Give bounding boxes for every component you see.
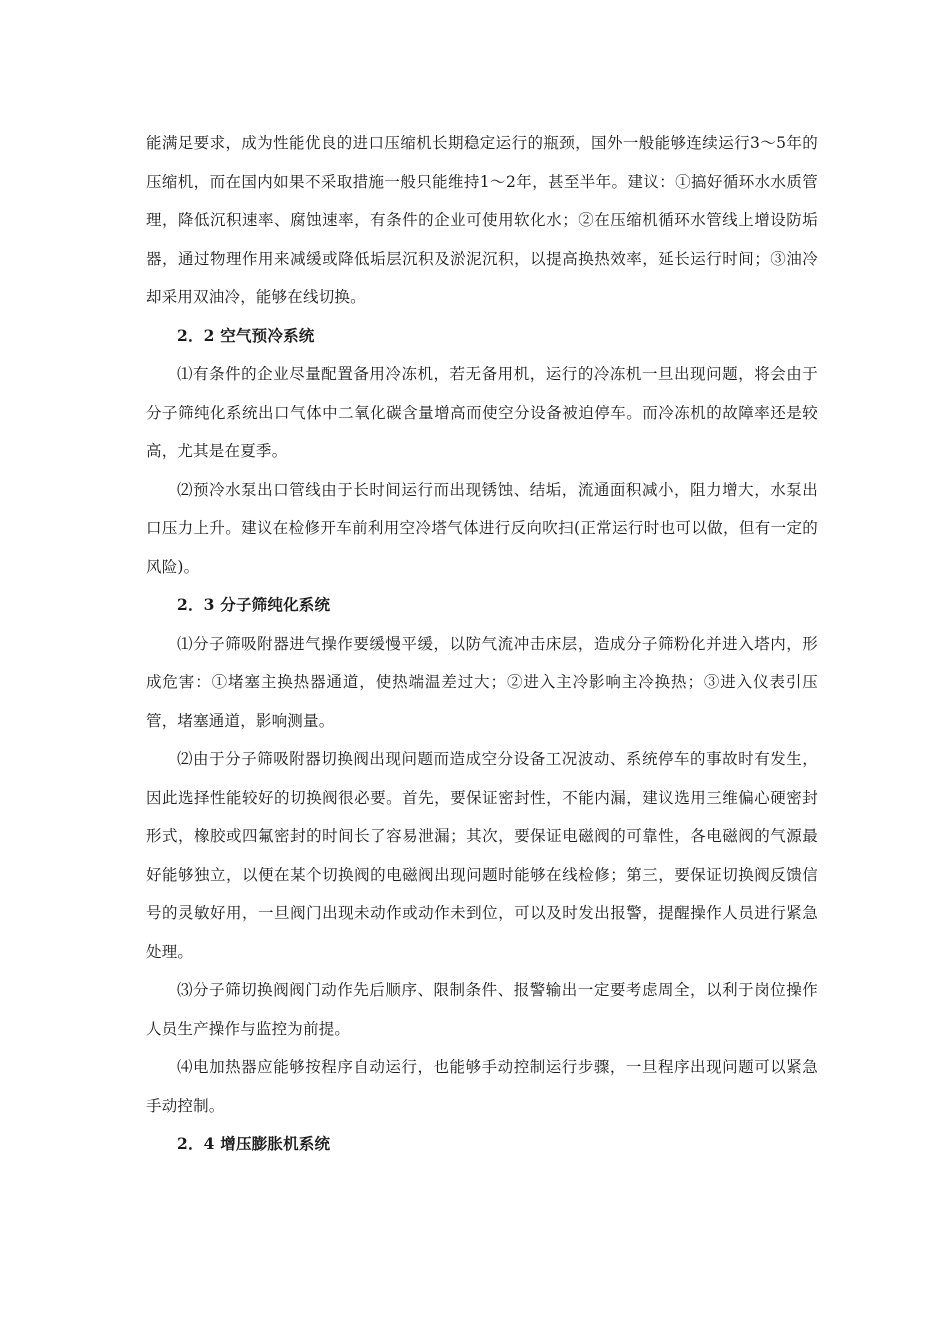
- heading-air-precooling: 2．2 空气预冷系统: [177, 325, 315, 345]
- paragraph-compressor-cooling: 能满足要求，成为性能优良的进口压缩机长期稳定运行的瓶颈，国外一般能够连续运行3～5年的压缩机，而在国内如果不采取措施一般只能维持1～2年，甚至半年。建议：①搞好循环水水质管理，降低沉积速率、腐蚀速率，有条件的企业可使用软化水；②在压缩机循环水管线上增设防垢器，通过物理作用来减缓或降低垢层沉积及淤泥沉积，以提高换热效率，延长运行时间；③油冷却采用双油冷，能够在线切换。: [146, 134, 818, 306]
- paragraph-sieve-3: ⑶分子筛切换阀阀门动作先后顺序、限制条件、报警输出一定要考虑周全，以利于岗位操作人员生产操作与监控为前提。: [146, 981, 818, 1038]
- heading-molecular-sieve: 2．3 分子筛纯化系统: [177, 595, 331, 614]
- paragraph-precooling-2: ⑵预冷水泵出口管线由于长时间运行而出现锈蚀、结垢，流通面积减小，阻力增大，水泵出口压力上升。建议在检修开车前利用空冷塔气体进行反向吹扫(正常运行时也可以做，但有一定的风险)。: [146, 480, 818, 576]
- paragraph-sieve-1: ⑴分子筛吸附器进气操作要缓慢平缓，以防气流冲击床层，造成分子筛粉化并进入塔内，形成危害：①堵塞主换热器通道，使热端温差过大；②进入主冷影响主冷换热；③进入仪表引压管，堵塞通道，影响测量。: [146, 634, 818, 730]
- paragraph-sieve-2: ⑵由于分子筛吸附器切换阀出现问题而造成空分设备工况波动、系统停车的事故时有发生，因此选择性能较好的切换阀很必要。首先，要保证密封性，不能内漏，建议选用三维偏心硬密封形式，橡胶或四氟密封的时间长了容易泄漏；其次，要保证电磁阀的可靠性，各电磁阀的气源最好能够独立，以便在某个切换阀的电磁阀出现问题时能够在线检修；第三，要保证切换阀反馈信号的灵敏好用，一旦阀门出现未动作或动作未到位，可以及时发出报警，提醒操作人员进行紧急处理。: [146, 750, 818, 961]
- heading-booster-expander: 2．4 增压膨胀机系统: [177, 1134, 331, 1153]
- paragraph-precooling-1: ⑴有条件的企业尽量配置备用冷冻机，若无备用机，运行的冷冻机一旦出现问题，将会由于分子筛纯化系统出口气体中二氧化碳含量增高而使空分设备被迫停车。而冷冻机的故障率还是较高，尤其是在夏季。: [146, 365, 818, 460]
- paragraph-sieve-4: ⑷电加热器应能够按程序自动运行，也能够手动控制运行步骤，一旦程序出现问题可以紧急手动控制。: [146, 1058, 818, 1115]
- document-body: [146, 124, 818, 1164]
